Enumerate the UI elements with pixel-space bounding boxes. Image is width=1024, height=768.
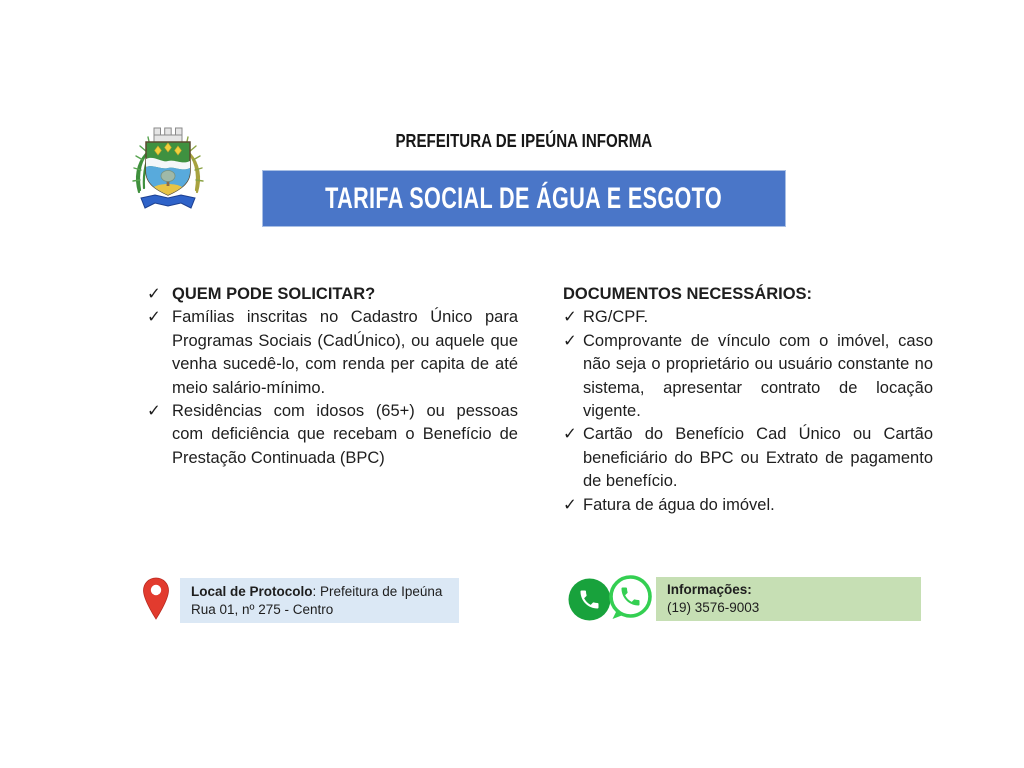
page-title: TARIFA SOCIAL DE ÁGUA E ESGOTO <box>325 181 723 215</box>
list-item <box>563 306 933 329</box>
list-item-text: RG/CPF. <box>583 308 649 327</box>
page-kicker <box>262 131 786 152</box>
title-banner <box>262 170 786 227</box>
list-item <box>563 330 933 424</box>
heading-text: QUEM PODE SOLICITAR? <box>172 285 376 303</box>
required-documents-heading: DOCUMENTOS NECESSÁRIOS: <box>563 285 813 303</box>
protocol-address: Rua 01, nº 275 - Centro <box>191 601 334 617</box>
map-pin-icon <box>142 577 170 621</box>
protocol-label: Local de Protocolo <box>191 584 313 599</box>
protocol-value: : Prefeitura de Ipeúna <box>312 584 443 599</box>
check-icon: ✓ <box>563 495 577 514</box>
check-icon: ✓ <box>147 308 161 327</box>
list-item-text: Cartão do Benefício Cad Único ou Cartão beneficiário do BPC ou Extrato de pagamento de benefício. <box>583 425 933 491</box>
whatsapp-icon <box>607 574 654 622</box>
check-icon: ✓ <box>147 285 161 303</box>
info-phone: (19) 3576-9003 <box>667 599 760 615</box>
list-item <box>563 423 933 493</box>
who-can-apply-heading <box>147 283 518 306</box>
ipeuna-coat-of-arms-logo <box>126 126 210 218</box>
list-item <box>147 400 518 470</box>
protocol-line <box>191 583 448 601</box>
list-item <box>147 306 518 400</box>
required-documents-section <box>563 283 933 517</box>
coat-of-arms-icon <box>126 126 210 218</box>
who-can-apply-section <box>147 283 518 470</box>
check-icon: ✓ <box>563 308 577 327</box>
check-icon: ✓ <box>563 331 577 350</box>
check-icon: ✓ <box>563 425 577 444</box>
phone-icon <box>568 578 611 621</box>
page-kicker-text: PREFEITURA DE IPEÚNA INFORMA <box>395 131 653 151</box>
list-item <box>563 494 933 517</box>
list-item-text: Residências com idosos (65+) ou pessoas com deficiência que recebam o Benefício de Prestação Continuada (BPC) <box>172 402 518 467</box>
info-contact-box <box>656 577 921 621</box>
list-item-text: Fatura de água do imóvel. <box>583 495 775 514</box>
protocol-location-box <box>180 578 459 623</box>
list-item-text: Comprovante de vínculo com o imóvel, caso não seja o proprietário ou usuário constante no sistema, apresentar contrato de locação vigente. <box>583 331 933 421</box>
list-item-text: Famílias inscritas no Cadastro Único para Programas Sociais (CadÚnico), ou aquele que venha sucedê-lo, com renda per capita de até meio salário-mínimo. <box>172 308 518 397</box>
info-label: Informações: <box>667 582 752 597</box>
check-icon: ✓ <box>147 402 161 421</box>
